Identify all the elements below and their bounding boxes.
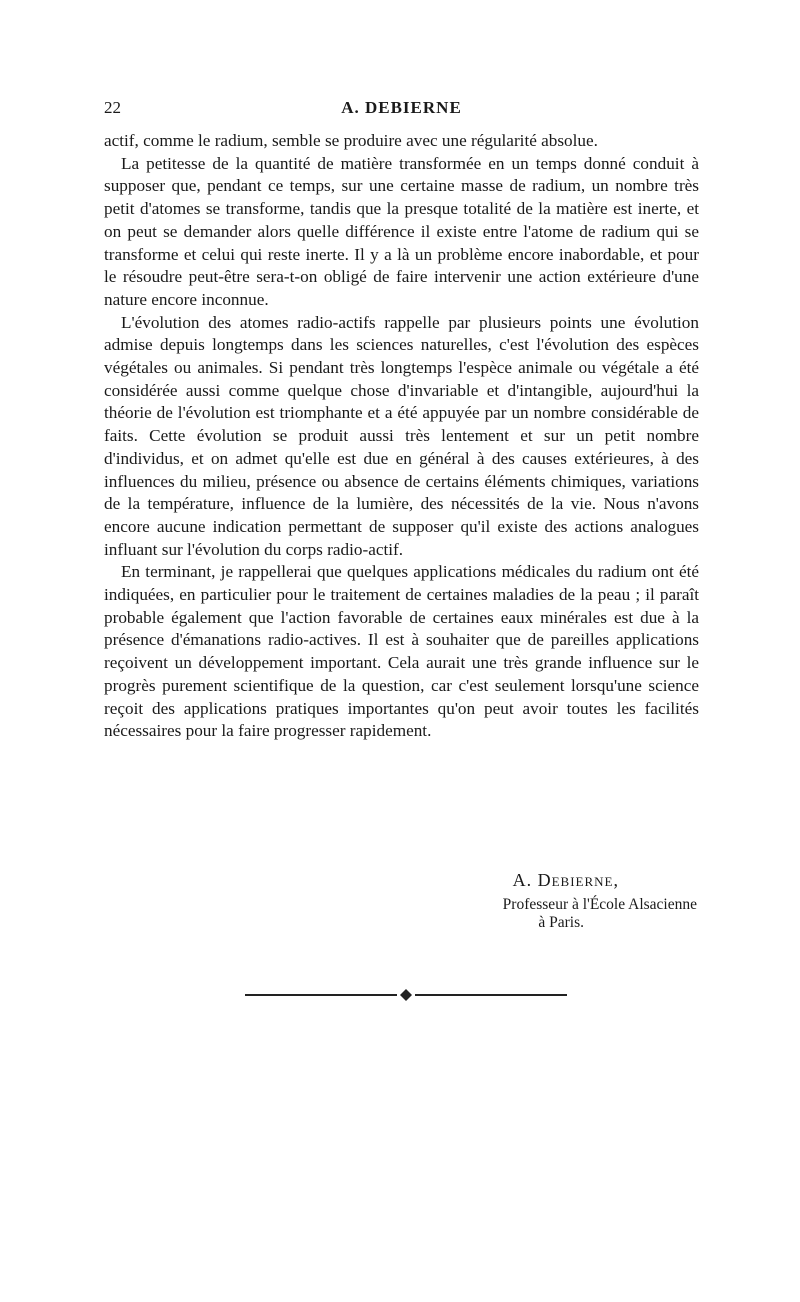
page-number: 22 [104,98,121,117]
author-signature [104,868,699,932]
diamond-ornament-icon [400,989,412,1001]
author-name: A. Debierne, [512,870,619,890]
end-ornament [245,989,567,1001]
author-affiliation: Professeur à l'École Alsacienne [502,896,697,913]
ornament-rule-left [245,994,397,996]
paragraph-evolution: L'évolution des atomes radio-actifs rappelle par plusieurs points une évolution admise depuis longtemps dans les sciences naturelles, c'est l'évolution des espèces végétales ou animales. Si pendant très longtemps l'espèce animale ou végétale a été considérée aussi comme quelque chose d'invariable et d'intangible, aujourd'hui la théorie de l'évolution est triomphante et a été appuyée par un nombre considérable de faits. Cette évolution se produit aussi très lentement et sur un petit nombre d'individus, et on admet qu'elle est due en général à des causes extérieures, à des influences du milieu, présence ou absence de certains éléments chimiques, variations de la température, influence de la lumière, des nécessités de la vie. Nous n'avons encore aucune indication permettant de supposer qu'il existe des actions analogues influant sur l'évolution du corps radio-actif. [104,312,699,559]
paragraph-continuation: actif, comme le radium, semble se produire avec une régularité absolue. [104,131,598,150]
running-title: A. DEBIERNE [341,98,462,117]
author-city: à Paris. [538,914,584,931]
article-body [104,130,699,743]
running-header [104,98,699,122]
ornament-rule-right [415,994,567,996]
paragraph-matter-transformation: La petitesse de la quantité de matière transformée en un temps donné conduit à supposer que, pendant ce temps, sur une certaine masse de radium, un nombre très petit d'atomes se transforme, tandis que la presque totalité de la matière est inerte, et on peut se demander alors quelle différence il existe entre l'atome de radium qui se transforme et celui qui reste inerte. Il y a là un problème encore inabordable, et pour le résoudre peut-être sera-t-on obligé de faire intervenir une action extérieure d'une nature encore inconnue. [104,153,699,309]
paragraph-conclusion: En terminant, je rappellerai que quelques applications médicales du radium ont été indiquées, en particulier pour le traitement de certaines maladies de la peau ; il paraît probable également que l'action favorable de certaines eaux minérales est due à la présence d'émanations radio-actives. Il est à souhaiter que de pareilles applications reçoivent un développement important. Cela aurait une très grande influence sur le progrès purement scientifique de la question, car c'est seulement lorsqu'une science reçoit des applications pratiques importantes qu'on peut avoir toutes les facilités nécessaires pour la faire progresser rapidement. [104,562,699,741]
